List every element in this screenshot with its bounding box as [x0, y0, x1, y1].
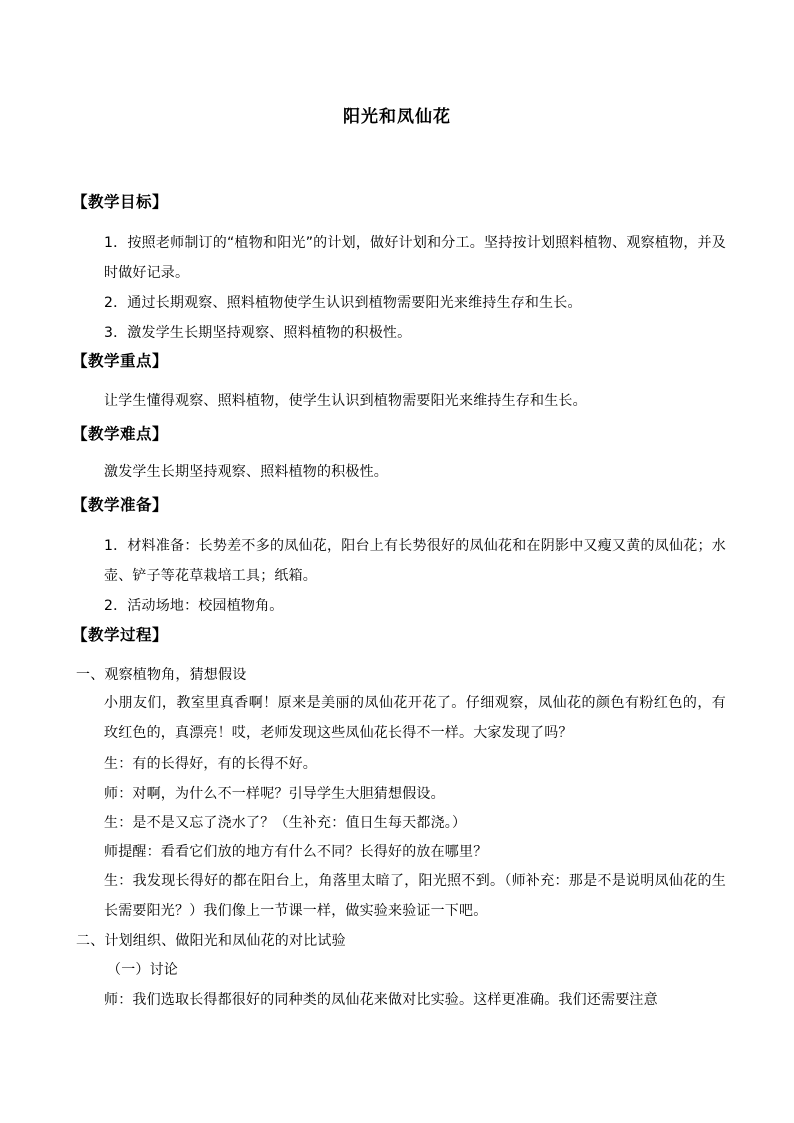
- process-part1-paragraph: 师：对啊，为什么不一样呢？引导学生大胆猜想假设。: [104, 786, 445, 802]
- goal-item-3: 3．激发学生长期坚持观察、照料植物的积极性。: [104, 325, 412, 341]
- heading-preparation: 【教学准备】: [72, 496, 169, 514]
- preparation-item-1: 1．材料准备：长势差不多的凤仙花，阳台上有长势很好的凤仙花和在阴影中又瘦又黄的凤仙花；水壶、铲子等花草栽培工具；纸箱。: [104, 538, 726, 584]
- process-part1-paragraph: 生：是不是又忘了浇水了？（生补充：值日生每天都浇。）: [104, 815, 467, 831]
- process-part1-paragraph: 生：有的长得好，有的长得不好。: [104, 756, 317, 772]
- key-points-text: 让学生懂得观察、照料植物，使学生认识到植物需要阳光来维持生存和生长。: [104, 393, 587, 409]
- heading-process: 【教学过程】: [72, 626, 169, 644]
- goal-item-2: 2．通过长期观察、照料植物使学生认识到植物需要阳光来维持生存和生长。: [104, 295, 582, 311]
- preparation-item-2: 2．活动场地：校园植物角。: [104, 598, 284, 614]
- process-part1-paragraph: 生：我发现长得好的都在阳台上，角落里太暗了，阳光照不到。（师补充：那是不是说明凤仙花的生长需要阳光？）我们像上一节课一样，做实验来验证一下吧。: [104, 873, 726, 919]
- document-title: 阳光和凤仙花: [343, 107, 451, 127]
- process-part1-paragraph: 师提醒：看看它们放的地方有什么不同？长得好的放在哪里？: [104, 844, 488, 860]
- process-part1-paragraph: 小朋友们，教室里真香啊！原来是美丽的凤仙花开花了。仔细观察，凤仙花的颜色有粉红色的，有玫红色的，真漂亮！哎，老师发现这些凤仙花长得不一样。大家发现了吗？: [104, 695, 726, 741]
- process-part2-title: 二、计划组织、做阳光和凤仙花的对比试验: [76, 933, 346, 949]
- process-part2-paragraph: 师：我们选取长得都很好的同种类的凤仙花来做对比实验。这样更准确。我们还需要注意: [104, 992, 658, 1008]
- difficulties-text: 激发学生长期坚持观察、照料植物的积极性。: [104, 464, 388, 480]
- process-part2-subtitle: （一）讨论: [107, 962, 178, 978]
- goal-item-1: 1．按照老师制订的“植物和阳光”的计划，做好计划和分工。坚持按计划照料植物、观察植物，并及时做好记录。: [104, 235, 726, 281]
- heading-difficulties: 【教学难点】: [72, 425, 169, 443]
- heading-teaching-goals: 【教学目标】: [72, 193, 169, 211]
- process-part1-title: 一、观察植物角，猜想假设: [76, 667, 247, 683]
- heading-key-points: 【教学重点】: [72, 352, 169, 370]
